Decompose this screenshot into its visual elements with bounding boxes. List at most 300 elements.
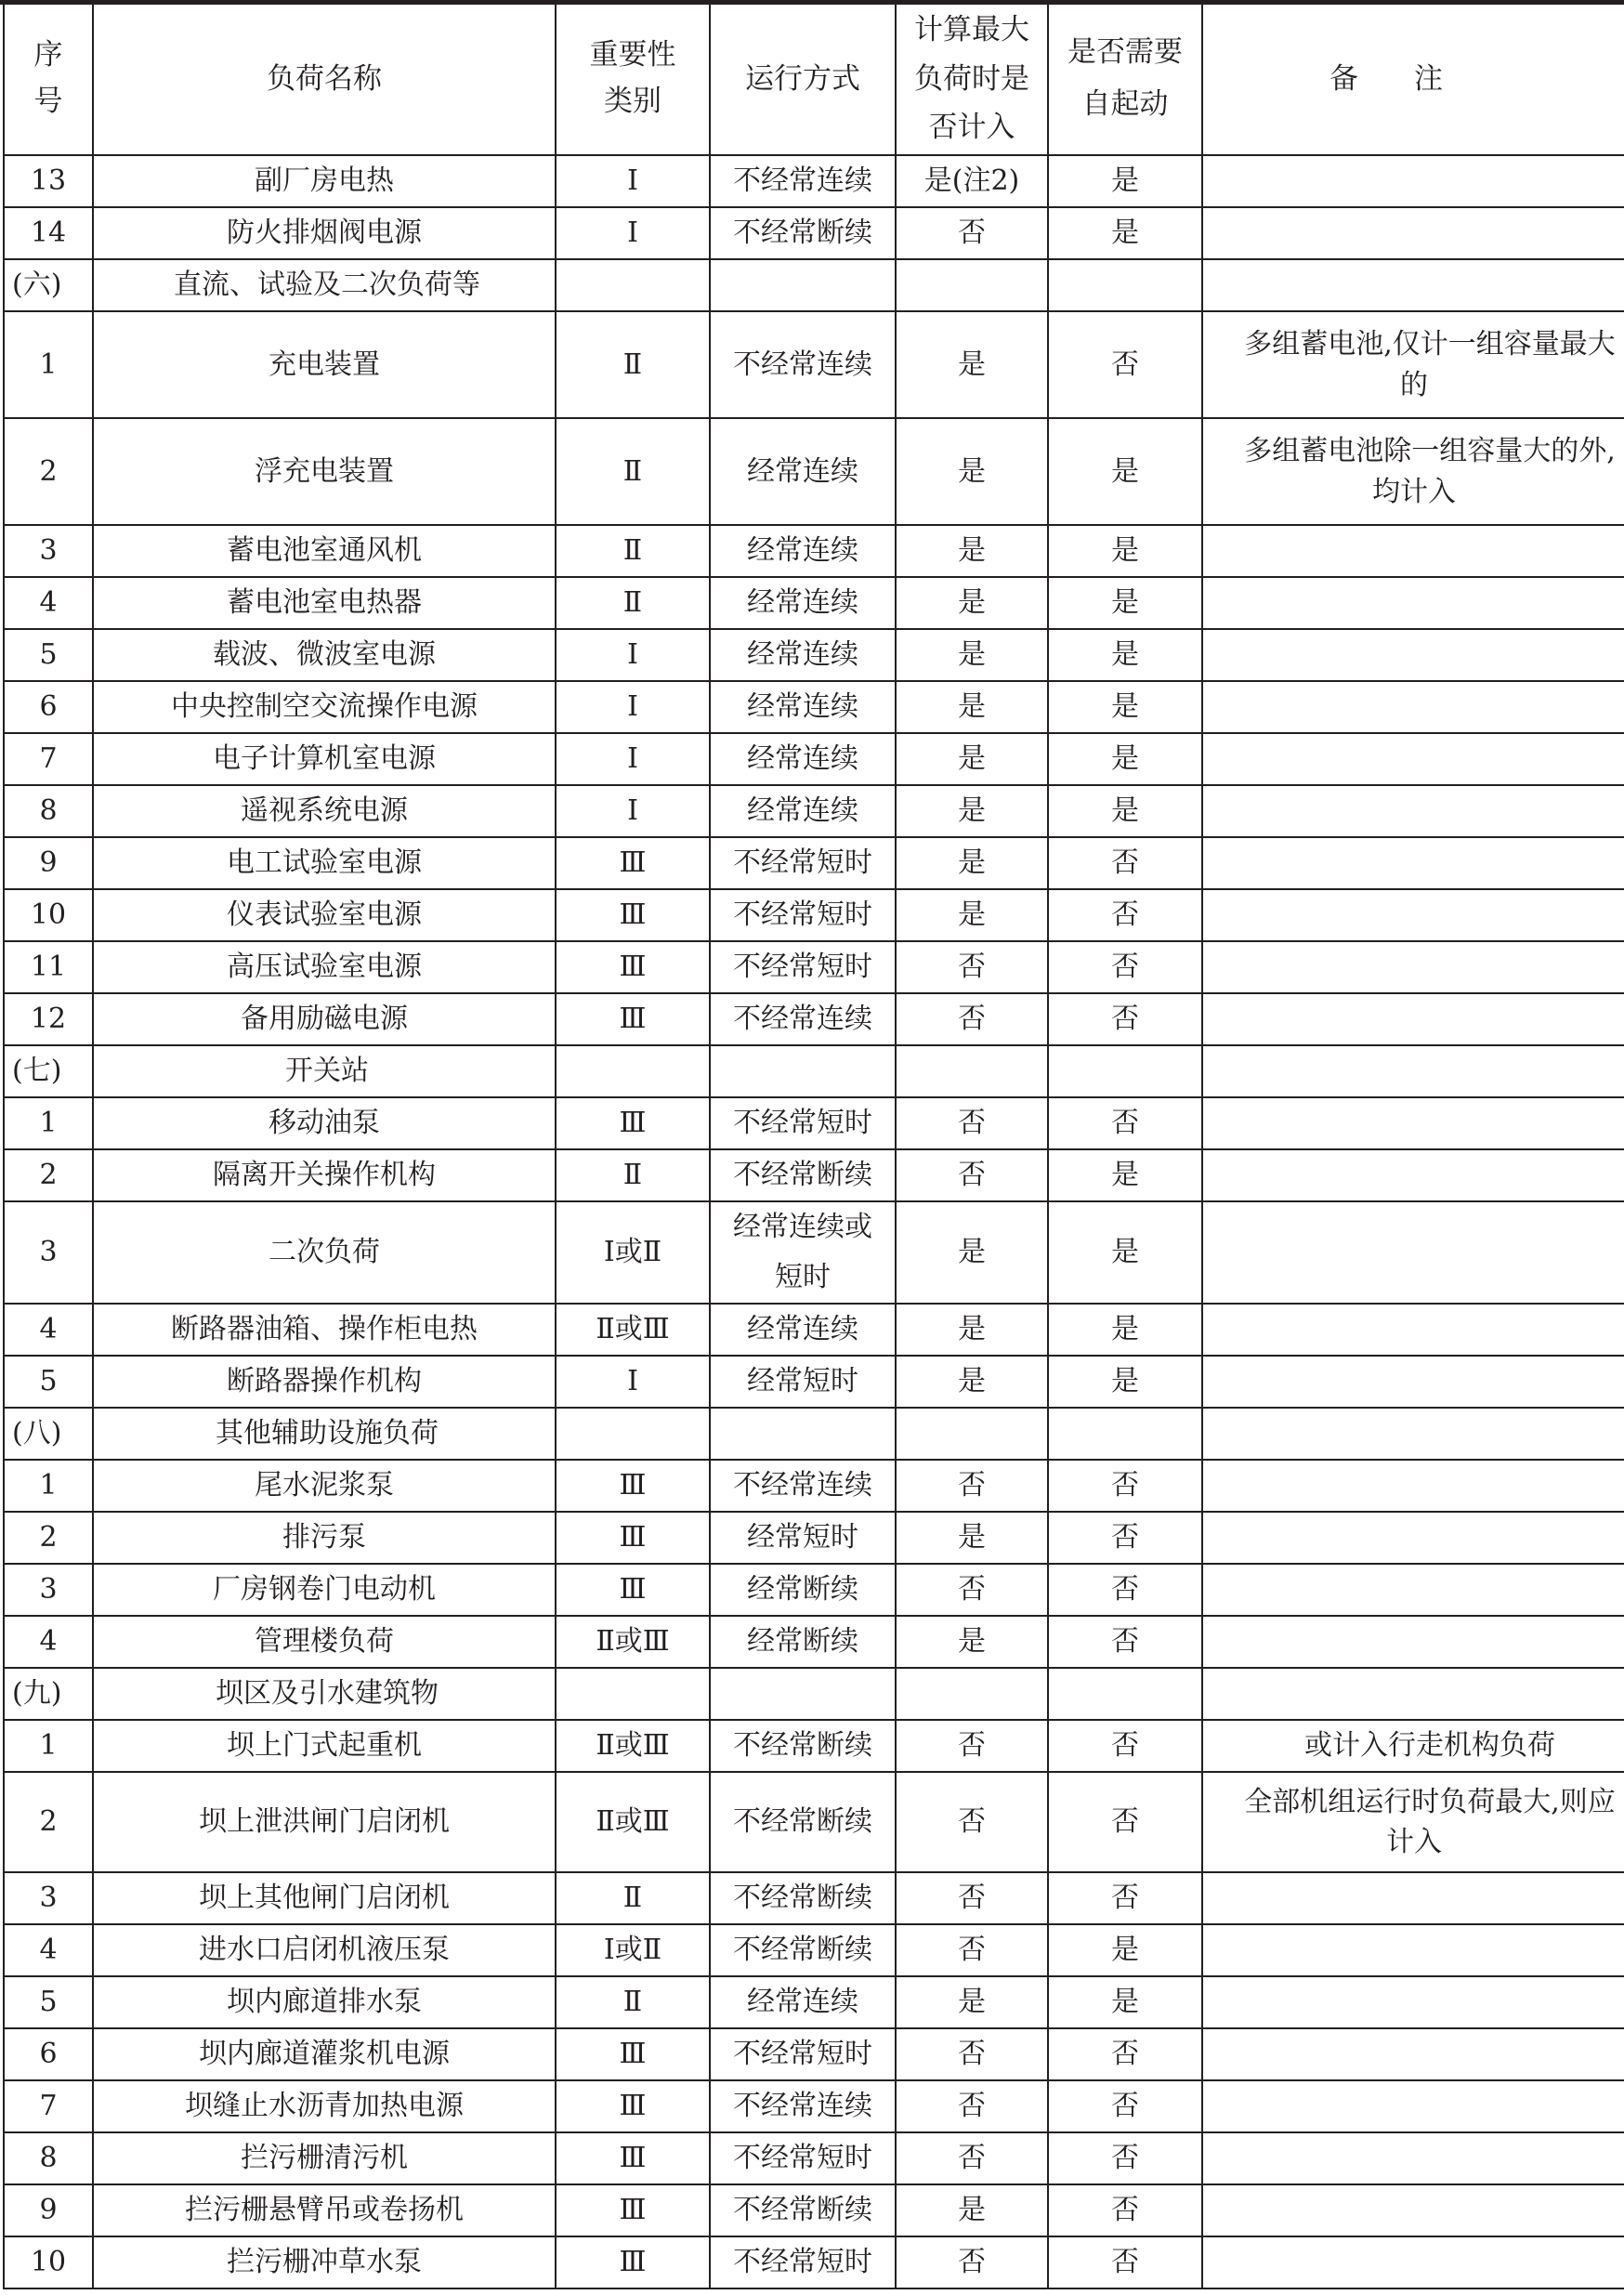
row-name: 隔离开关操作机构 — [93, 1149, 556, 1201]
row-count-in-max: 是 — [896, 577, 1048, 629]
table-row — [4, 629, 1624, 681]
table-row — [4, 207, 1624, 259]
row-note — [1202, 681, 1624, 733]
row-self-start: 否 — [1048, 2184, 1202, 2236]
row-self-start: 否 — [1048, 1460, 1202, 1512]
row-note — [1202, 837, 1624, 889]
table-row — [4, 1201, 1624, 1304]
row-seq: 10 — [4, 2236, 93, 2288]
row-importance: Ⅰ — [556, 681, 710, 733]
header-operation: 运行方式 — [710, 3, 896, 155]
row-name: 坝内廊道灌浆机电源 — [93, 2028, 556, 2080]
row-self-start: 是 — [1048, 418, 1202, 525]
row-seq: 5 — [4, 1976, 93, 2028]
row-note — [1202, 1460, 1624, 1512]
header-self-start-text: 是否需要自起动 — [1067, 35, 1183, 121]
row-importance: Ⅱ或Ⅲ — [556, 1616, 710, 1668]
row-name: 坝上门式起重机 — [93, 1720, 556, 1772]
table-row — [4, 733, 1624, 785]
row-seq: 5 — [4, 1356, 93, 1408]
row-count-in-max: 是 — [896, 837, 1048, 889]
row-count-in-max: 是 — [896, 785, 1048, 837]
header-row — [4, 3, 1624, 155]
row-operation: 不经常断续 — [710, 1772, 896, 1872]
row-seq: (八) — [4, 1408, 93, 1460]
row-count-in-max: 否 — [896, 1149, 1048, 1201]
row-importance: Ⅲ — [556, 837, 710, 889]
row-seq: 1 — [4, 1720, 93, 1772]
row-operation: 不经常断续 — [710, 1924, 896, 1976]
row-name: 备用励磁电源 — [93, 993, 556, 1045]
row-operation: 经常连续 — [710, 1976, 896, 2028]
row-seq: 8 — [4, 785, 93, 837]
row-importance: Ⅰ或Ⅱ — [556, 1924, 710, 1976]
row-seq: 9 — [4, 837, 93, 889]
row-count-in-max: 否 — [896, 2028, 1048, 2080]
row-importance: Ⅲ — [556, 2132, 710, 2184]
section-row — [4, 259, 1624, 311]
row-seq: 7 — [4, 2080, 93, 2132]
header-importance-text: 重要性类别 — [589, 38, 676, 118]
row-self-start: 是 — [1048, 629, 1202, 681]
row-seq: 9 — [4, 2184, 93, 2236]
row-operation: 不经常断续 — [710, 2184, 896, 2236]
row-importance: Ⅲ — [556, 1097, 710, 1149]
row-self-start: 是 — [1048, 1356, 1202, 1408]
row-count-in-max: 否 — [896, 1872, 1048, 1924]
row-name: 仪表试验室电源 — [93, 889, 556, 941]
table-row — [4, 681, 1624, 733]
row-name: 二次负荷 — [93, 1201, 556, 1304]
row-operation — [710, 1668, 896, 1720]
row-count-in-max: 否 — [896, 1460, 1048, 1512]
row-importance: Ⅲ — [556, 2184, 710, 2236]
row-note — [1202, 629, 1624, 681]
row-seq: 3 — [4, 525, 93, 577]
row-seq: 1 — [4, 1097, 93, 1149]
row-seq: 12 — [4, 993, 93, 1045]
row-name: 副厂房电热 — [93, 155, 556, 207]
row-seq: 4 — [4, 577, 93, 629]
row-count-in-max: 否 — [896, 2132, 1048, 2184]
row-self-start: 否 — [1048, 1720, 1202, 1772]
row-importance: Ⅱ — [556, 1872, 710, 1924]
table-row — [4, 2236, 1624, 2288]
row-count-in-max: 是 — [896, 1616, 1048, 1668]
row-seq: 2 — [4, 1512, 93, 1564]
table-row — [4, 2184, 1624, 2236]
header-count-in-max-text: 计算最大负荷时是否计入 — [914, 12, 1029, 145]
table-row — [4, 1149, 1624, 1201]
row-note — [1202, 1045, 1624, 1097]
row-importance: Ⅱ — [556, 311, 710, 418]
row-seq: 8 — [4, 2132, 93, 2184]
row-importance: Ⅲ — [556, 2028, 710, 2080]
row-operation: 不经常连续 — [710, 1460, 896, 1512]
row-seq: 5 — [4, 629, 93, 681]
row-operation: 不经常短时 — [710, 889, 896, 941]
header-name: 负荷名称 — [93, 3, 556, 155]
row-self-start: 是 — [1048, 207, 1202, 259]
row-self-start: 否 — [1048, 1097, 1202, 1149]
row-self-start: 否 — [1048, 889, 1202, 941]
row-count-in-max: 是 — [896, 681, 1048, 733]
row-operation: 不经常短时 — [710, 941, 896, 993]
row-self-start — [1048, 1045, 1202, 1097]
row-self-start: 是 — [1048, 1304, 1202, 1356]
row-note: 或计入行走机构负荷 — [1202, 1720, 1624, 1772]
table-row — [4, 837, 1624, 889]
row-operation: 不经常连续 — [710, 993, 896, 1045]
row-note — [1202, 1976, 1624, 2028]
row-count-in-max: 是 — [896, 629, 1048, 681]
table-row — [4, 1924, 1624, 1976]
row-note — [1202, 1872, 1624, 1924]
row-importance: Ⅰ — [556, 155, 710, 207]
row-self-start: 否 — [1048, 1512, 1202, 1564]
row-count-in-max: 是 — [896, 1201, 1048, 1304]
row-importance: Ⅰ — [556, 1356, 710, 1408]
row-count-in-max: 是(注2) — [896, 155, 1048, 207]
row-importance: Ⅲ — [556, 1460, 710, 1512]
row-note: 全部机组运行时负荷最大,则应计入 — [1202, 1772, 1624, 1872]
table-row — [4, 2132, 1624, 2184]
row-name: 蓄电池室电热器 — [93, 577, 556, 629]
row-count-in-max: 否 — [896, 1924, 1048, 1976]
row-operation: 不经常连续 — [710, 311, 896, 418]
row-operation: 不经常短时 — [710, 2028, 896, 2080]
table-row — [4, 2080, 1624, 2132]
row-importance — [556, 259, 710, 311]
row-count-in-max: 是 — [896, 418, 1048, 525]
row-name: 坝缝止水沥青加热电源 — [93, 2080, 556, 2132]
row-note — [1202, 2028, 1624, 2080]
row-self-start: 是 — [1048, 1924, 1202, 1976]
row-seq: 6 — [4, 681, 93, 733]
row-importance: Ⅲ — [556, 2080, 710, 2132]
table-row — [4, 1564, 1624, 1616]
table-row — [4, 785, 1624, 837]
row-note — [1202, 155, 1624, 207]
row-name: 断路器油箱、操作柜电热 — [93, 1304, 556, 1356]
row-note — [1202, 1924, 1624, 1976]
row-importance: Ⅲ — [556, 941, 710, 993]
row-self-start: 是 — [1048, 1149, 1202, 1201]
row-seq: 13 — [4, 155, 93, 207]
row-seq: 4 — [4, 1924, 93, 1976]
row-note — [1202, 577, 1624, 629]
row-importance: Ⅱ — [556, 525, 710, 577]
row-note — [1202, 2080, 1624, 2132]
row-self-start: 否 — [1048, 2028, 1202, 2080]
row-importance: Ⅱ — [556, 1976, 710, 2028]
row-count-in-max: 是 — [896, 1356, 1048, 1408]
row-name: 蓄电池室通风机 — [93, 525, 556, 577]
table-row — [4, 525, 1624, 577]
row-self-start: 是 — [1048, 1201, 1202, 1304]
row-seq: 2 — [4, 1772, 93, 1872]
row-seq: 1 — [4, 1460, 93, 1512]
row-operation: 经常短时 — [710, 1356, 896, 1408]
row-seq: 3 — [4, 1201, 93, 1304]
row-importance: Ⅲ — [556, 2236, 710, 2288]
row-importance — [556, 1668, 710, 1720]
row-operation — [710, 1408, 896, 1460]
row-self-start: 是 — [1048, 525, 1202, 577]
row-count-in-max: 是 — [896, 525, 1048, 577]
section-row — [4, 1668, 1624, 1720]
row-operation: 经常连续 — [710, 629, 896, 681]
row-count-in-max — [896, 1408, 1048, 1460]
row-note — [1202, 1304, 1624, 1356]
table-row — [4, 1460, 1624, 1512]
row-seq: 11 — [4, 941, 93, 993]
row-self-start: 是 — [1048, 681, 1202, 733]
row-importance — [556, 1045, 710, 1097]
row-self-start — [1048, 259, 1202, 311]
row-operation: 经常短时 — [710, 1512, 896, 1564]
row-operation: 不经常断续 — [710, 207, 896, 259]
row-count-in-max: 否 — [896, 207, 1048, 259]
row-note — [1202, 1097, 1624, 1149]
row-name: 充电装置 — [93, 311, 556, 418]
row-name: 拦污栅悬臂吊或卷扬机 — [93, 2184, 556, 2236]
table-row — [4, 577, 1624, 629]
row-importance: Ⅰ — [556, 733, 710, 785]
row-importance: Ⅱ — [556, 418, 710, 525]
row-count-in-max — [896, 259, 1048, 311]
row-note — [1202, 1356, 1624, 1408]
row-operation: 经常连续 — [710, 785, 896, 837]
row-operation: 经常连续 — [710, 681, 896, 733]
row-name: 断路器操作机构 — [93, 1356, 556, 1408]
row-operation: 不经常连续 — [710, 155, 896, 207]
row-seq: 2 — [4, 1149, 93, 1201]
section-row — [4, 1408, 1624, 1460]
row-importance: Ⅰ或Ⅱ — [556, 1201, 710, 1304]
row-operation: 经常连续 — [710, 418, 896, 525]
row-importance: Ⅲ — [556, 1512, 710, 1564]
row-self-start: 否 — [1048, 2132, 1202, 2184]
section-row — [4, 1045, 1624, 1097]
table-row — [4, 311, 1624, 418]
row-importance: Ⅲ — [556, 1564, 710, 1616]
row-importance: Ⅰ — [556, 629, 710, 681]
row-name: 防火排烟阀电源 — [93, 207, 556, 259]
row-count-in-max: 是 — [896, 1304, 1048, 1356]
row-seq: 2 — [4, 418, 93, 525]
row-operation: 经常连续 — [710, 577, 896, 629]
row-name: 排污泵 — [93, 1512, 556, 1564]
row-name: 中央控制空交流操作电源 — [93, 681, 556, 733]
row-note — [1202, 1201, 1624, 1304]
row-count-in-max: 是 — [896, 2184, 1048, 2236]
row-count-in-max: 否 — [896, 2080, 1048, 2132]
table-row — [4, 1304, 1624, 1356]
row-count-in-max: 是 — [896, 311, 1048, 418]
row-name: 厂房钢卷门电动机 — [93, 1564, 556, 1616]
table-body — [4, 155, 1624, 2288]
table-row — [4, 1720, 1624, 1772]
row-name: 移动油泵 — [93, 1097, 556, 1149]
table-row — [4, 1356, 1624, 1408]
row-name: 载波、微波室电源 — [93, 629, 556, 681]
row-importance: Ⅰ — [556, 207, 710, 259]
row-self-start: 否 — [1048, 2080, 1202, 2132]
row-name: 电工试验室电源 — [93, 837, 556, 889]
row-self-start: 否 — [1048, 837, 1202, 889]
row-self-start — [1048, 1668, 1202, 1720]
row-self-start: 是 — [1048, 155, 1202, 207]
row-importance: Ⅱ或Ⅲ — [556, 1720, 710, 1772]
row-operation: 不经常短时 — [710, 2132, 896, 2184]
row-note — [1202, 1564, 1624, 1616]
row-note — [1202, 2132, 1624, 2184]
row-importance: Ⅰ — [556, 785, 710, 837]
table-row — [4, 889, 1624, 941]
row-name: 电子计算机室电源 — [93, 733, 556, 785]
row-self-start: 否 — [1048, 311, 1202, 418]
row-self-start: 否 — [1048, 993, 1202, 1045]
row-name: 管理楼负荷 — [93, 1616, 556, 1668]
row-operation: 不经常断续 — [710, 1149, 896, 1201]
table-row — [4, 993, 1624, 1045]
row-count-in-max: 否 — [896, 1772, 1048, 1872]
row-name: 高压试验室电源 — [93, 941, 556, 993]
header-seq-text: 序号 — [33, 38, 63, 118]
row-count-in-max: 是 — [896, 889, 1048, 941]
table-row — [4, 1872, 1624, 1924]
row-count-in-max: 是 — [896, 1512, 1048, 1564]
row-name: 拦污栅冲草水泵 — [93, 2236, 556, 2288]
row-self-start: 否 — [1048, 1616, 1202, 1668]
row-count-in-max — [896, 1668, 1048, 1720]
row-name: 直流、试验及二次负荷等 — [93, 259, 556, 311]
row-note — [1202, 1668, 1624, 1720]
header-self-start — [1048, 3, 1202, 155]
row-operation: 不经常连续 — [710, 2080, 896, 2132]
row-operation: 经常断续 — [710, 1616, 896, 1668]
row-note — [1202, 733, 1624, 785]
row-seq: 3 — [4, 1872, 93, 1924]
row-count-in-max: 否 — [896, 1097, 1048, 1149]
row-note — [1202, 785, 1624, 837]
row-self-start — [1048, 1408, 1202, 1460]
row-importance: Ⅲ — [556, 889, 710, 941]
header-seq — [4, 3, 93, 155]
row-note: 多组蓄电池除一组容量大的外,均计入 — [1202, 418, 1624, 525]
row-count-in-max: 否 — [896, 993, 1048, 1045]
row-operation — [710, 259, 896, 311]
row-count-in-max: 否 — [896, 2236, 1048, 2288]
row-seq: 10 — [4, 889, 93, 941]
row-self-start: 是 — [1048, 733, 1202, 785]
row-name: 尾水泥浆泵 — [93, 1460, 556, 1512]
load-table — [3, 2, 1624, 2289]
row-seq: 3 — [4, 1564, 93, 1616]
row-seq: 1 — [4, 311, 93, 418]
row-name: 坝上泄洪闸门启闭机 — [93, 1772, 556, 1872]
row-self-start: 是 — [1048, 785, 1202, 837]
row-seq: 7 — [4, 733, 93, 785]
row-self-start: 否 — [1048, 941, 1202, 993]
row-self-start: 是 — [1048, 577, 1202, 629]
row-note — [1202, 993, 1624, 1045]
row-name: 开关站 — [93, 1045, 556, 1097]
row-seq: 6 — [4, 2028, 93, 2080]
header-note: 备注 — [1202, 3, 1624, 155]
table-row — [4, 418, 1624, 525]
table-row — [4, 1976, 1624, 2028]
row-note — [1202, 889, 1624, 941]
row-count-in-max — [896, 1045, 1048, 1097]
header-count-in-max — [896, 3, 1048, 155]
row-count-in-max: 是 — [896, 1976, 1048, 2028]
row-importance — [556, 1408, 710, 1460]
row-note — [1202, 259, 1624, 311]
row-note — [1202, 1616, 1624, 1668]
row-note — [1202, 525, 1624, 577]
row-self-start: 否 — [1048, 2236, 1202, 2288]
header-importance — [556, 3, 710, 155]
row-self-start: 是 — [1048, 1976, 1202, 2028]
row-note: 多组蓄电池,仅计一组容量最大的 — [1202, 311, 1624, 418]
row-operation: 不经常断续 — [710, 1720, 896, 1772]
row-count-in-max: 是 — [896, 733, 1048, 785]
row-operation: 不经常短时 — [710, 2236, 896, 2288]
row-operation: 不经常断续 — [710, 1872, 896, 1924]
row-seq: 4 — [4, 1304, 93, 1356]
row-self-start: 否 — [1048, 1872, 1202, 1924]
table-row — [4, 1512, 1624, 1564]
row-importance: Ⅱ — [556, 1149, 710, 1201]
row-note — [1202, 2184, 1624, 2236]
table-row — [4, 941, 1624, 993]
row-seq: (九) — [4, 1668, 93, 1720]
row-operation: 经常连续 — [710, 525, 896, 577]
row-name: 坝内廊道排水泵 — [93, 1976, 556, 2028]
row-operation: 经常断续 — [710, 1564, 896, 1616]
row-name: 拦污栅清污机 — [93, 2132, 556, 2184]
row-note — [1202, 1512, 1624, 1564]
row-self-start: 否 — [1048, 1564, 1202, 1616]
row-seq: (六) — [4, 259, 93, 311]
row-name: 其他辅助设施负荷 — [93, 1408, 556, 1460]
table-row — [4, 1772, 1624, 1872]
row-note — [1202, 207, 1624, 259]
row-operation: 不经常短时 — [710, 1097, 896, 1149]
table-row — [4, 155, 1624, 207]
row-count-in-max: 否 — [896, 1720, 1048, 1772]
row-seq: (七) — [4, 1045, 93, 1097]
row-operation: 经常连续 — [710, 1304, 896, 1356]
row-name: 进水口启闭机液压泵 — [93, 1924, 556, 1976]
row-importance: Ⅱ或Ⅲ — [556, 1304, 710, 1356]
row-operation: 经常连续或短时 — [710, 1201, 896, 1304]
row-note — [1202, 941, 1624, 993]
table-row — [4, 1616, 1624, 1668]
row-note — [1202, 2236, 1624, 2288]
row-importance: Ⅱ — [556, 577, 710, 629]
row-note — [1202, 1408, 1624, 1460]
row-operation: 不经常短时 — [710, 837, 896, 889]
table-row — [4, 2028, 1624, 2080]
row-count-in-max: 否 — [896, 941, 1048, 993]
row-note — [1202, 1149, 1624, 1201]
row-name: 坝区及引水建筑物 — [93, 1668, 556, 1720]
row-count-in-max: 否 — [896, 1564, 1048, 1616]
row-name: 坝上其他闸门启闭机 — [93, 1872, 556, 1924]
